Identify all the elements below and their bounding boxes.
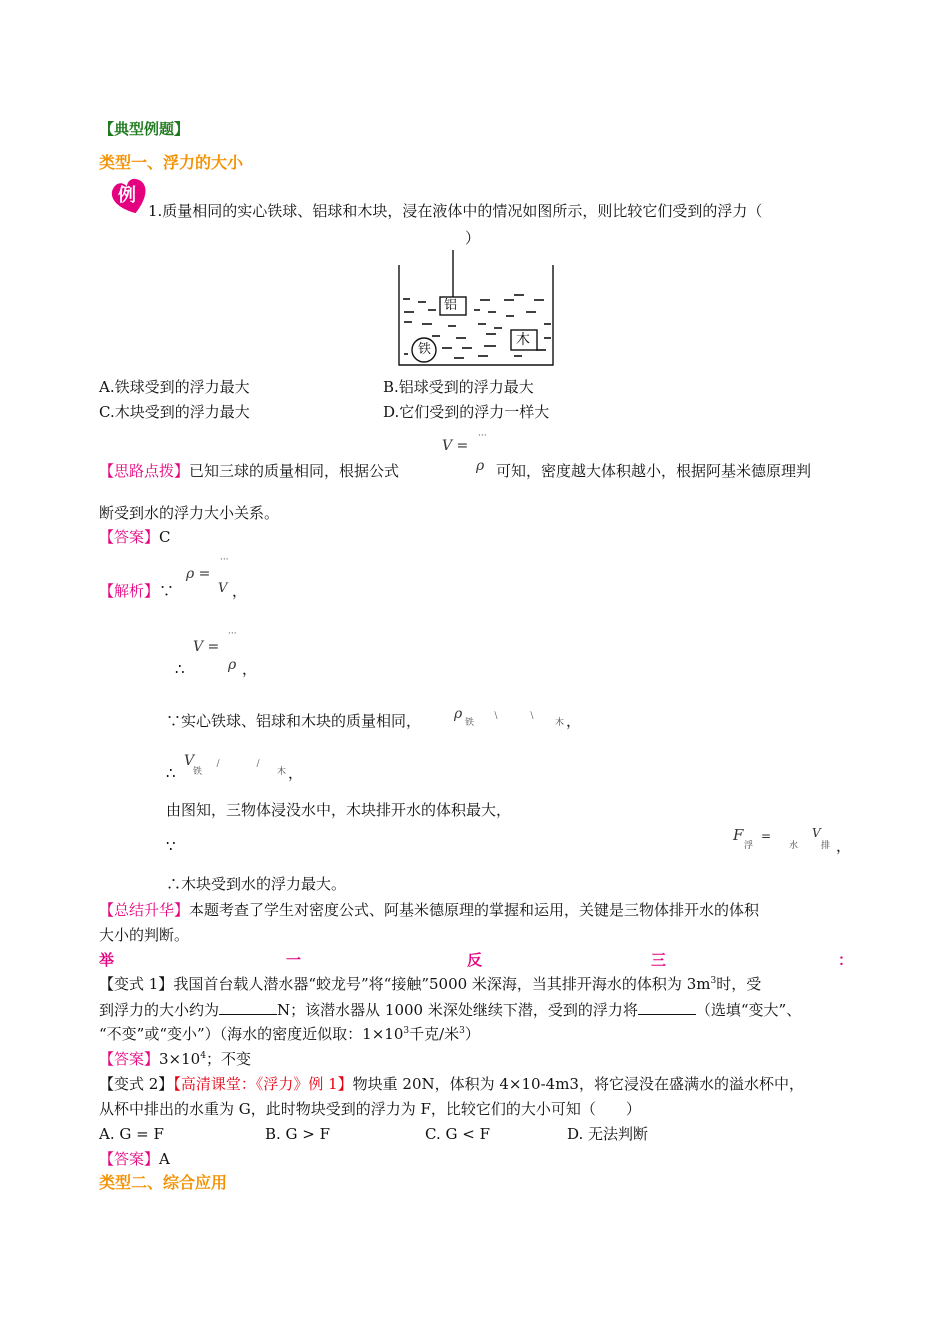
q1-option-d: D.它们受到的浮力一样大 <box>383 403 550 421</box>
variant2-link[interactable]: 【高清课堂：《浮力》例 1】 <box>173 1075 353 1093</box>
variant2-text-a: 物块重 20N，体积为 4×10-4m3，将它浸没在盛满水的溢水杯中， <box>352 1075 804 1093</box>
answer3-label: 【答案】 <box>99 1150 160 1168</box>
type1-title: 类型一、浮力的大小 <box>99 153 244 172</box>
answer2-value-b: ；不变 <box>205 1050 251 1068</box>
analysis-line-7: ∴木块受到水的浮力最大。 <box>166 875 347 893</box>
answer1-label: 【答案】 <box>99 528 160 546</box>
answer3-value: A <box>159 1150 170 1168</box>
q1-close-paren: ） <box>465 229 481 247</box>
analysis-rho-iron: ρ <box>454 706 463 722</box>
summary-text-a: 本题考查了学生对密度公式、阿基米德原理的掌握和运用，关键是三物体排开水的体积 <box>189 901 760 919</box>
analysis-lt-2: ﹨ <box>252 755 265 769</box>
analysis-sub-fu: 浮 <box>744 841 754 851</box>
variant1-sup-3: 3 <box>710 976 717 986</box>
q1-figure <box>396 250 556 368</box>
figure-label-wood: 木 <box>516 332 530 348</box>
analysis-v-eq: V = <box>193 639 220 655</box>
analysis-rho-sym: ρ <box>228 657 237 673</box>
q1-option-a: A.铁球受到的浮力最大 <box>99 378 250 396</box>
summary-label: 【总结升华】 <box>99 901 190 919</box>
hint-formula-v: V = <box>442 438 469 454</box>
variant1-text-c: “不变”或“变小”）（海水的密度近似取：1×10 <box>99 1025 404 1043</box>
figure-label-aluminum: 铝 <box>444 298 458 313</box>
analysis-line-1 <box>99 581 174 601</box>
variant2-text-b: 从杯中排出的水重为 G，此时物块受到的浮力为 F，比较它们的大小可知（ ） <box>99 1100 641 1118</box>
analysis-v-pai: V <box>812 826 821 840</box>
answer2-value-a: 3×10 <box>159 1050 201 1068</box>
section-title: 【典型例题】 <box>99 120 190 138</box>
analysis-v-sym: V <box>218 581 228 596</box>
variant1-label: 【变式 1】 <box>99 975 174 993</box>
analysis-comma-1: ， <box>232 582 248 600</box>
juyi-c1: 举 <box>99 951 115 969</box>
type2-title: 类型二、综合应用 <box>99 1173 228 1192</box>
analysis-f-sym: F <box>733 826 744 844</box>
analysis-sub-pai: 排 <box>821 841 831 851</box>
analysis-eq: = <box>761 829 772 843</box>
answer1-value: C <box>159 528 171 546</box>
q1-option-c: C.木块受到的浮力最大 <box>99 403 250 421</box>
variant2-option-a: A. G = F <box>99 1125 164 1143</box>
analysis-line-5: 由图知，三物体浸没水中，木块排开水的体积最大， <box>166 801 512 819</box>
figure-label-iron: 铁 <box>418 342 432 357</box>
variant2-option-d: D. 无法判断 <box>567 1125 649 1143</box>
analysis-dots-2: ··· <box>228 629 237 639</box>
variant1-text-a: 我国首台载人潜水器“蛟龙号”将“接触”5000 米深海，当其排开海水的体积为 3m <box>173 975 711 993</box>
analysis-lt-1: ﹨ <box>212 755 225 769</box>
variant2-label: 【变式 2】 <box>99 1075 174 1093</box>
answer2-label: 【答案】 <box>99 1050 160 1068</box>
hint-text-b: 可知，密度越大体积越小，根据阿基米德原理判 <box>496 462 812 480</box>
hint-formula-rho: ρ <box>476 458 485 474</box>
analysis-label: 【解析】 <box>99 582 160 600</box>
variant1-text-c-sup2: 3 <box>459 1026 465 1036</box>
variant1-text-c3: ） <box>464 1025 480 1043</box>
analysis-rho-eq: ρ = <box>186 566 211 582</box>
variant1-blank-2[interactable] <box>638 1000 696 1015</box>
analysis-dots-1: ··· <box>220 555 229 565</box>
hint-formula-dots: ··· <box>478 431 487 441</box>
answer1 <box>99 527 171 547</box>
analysis-gt-2: ﹨ <box>526 707 539 721</box>
analysis-because-2: ∵ <box>166 837 176 855</box>
summary-line-1 <box>99 900 759 920</box>
variant1-text-c2: 千克/米 <box>409 1025 460 1043</box>
analysis-comma-2: ， <box>242 660 258 678</box>
variant1-blank-1[interactable] <box>219 1000 277 1015</box>
example-badge <box>108 176 152 216</box>
variant2-line-1 <box>99 1074 804 1094</box>
variant2-option-b: B. G > F <box>265 1125 331 1143</box>
analysis-gt-1: ﹨ <box>490 707 503 721</box>
analysis-therefore-2: ∴ <box>166 764 176 782</box>
hint-text-a: 已知三球的质量相同，根据公式 <box>189 462 400 480</box>
hint-text-c: 断受到水的浮力大小关系。 <box>99 504 280 522</box>
answer2 <box>99 1049 251 1069</box>
answer2-value-sup: 4 <box>200 1051 206 1061</box>
analysis-sub-iron-2: 铁 <box>193 767 203 777</box>
analysis-comma-5: ， <box>836 837 852 855</box>
answer3 <box>99 1149 170 1169</box>
variant1-text-a2: 时，受 <box>716 975 762 993</box>
analysis-comma-4: ， <box>288 764 304 782</box>
analysis-sub-water: 水 <box>789 841 799 851</box>
hint-label: 【思路点拨】 <box>99 462 190 480</box>
analysis-sub-wood-2: 木 <box>277 767 287 777</box>
example-badge-label: 例 <box>118 185 136 206</box>
variant1-line-2 <box>99 1000 801 1020</box>
analysis-sub-wood-1: 木 <box>555 718 565 728</box>
variant1-text-b2: N；该潜水器从 1000 米深处继续下潜，受到的浮力将 <box>277 1001 638 1019</box>
hint-line-1 <box>99 461 399 481</box>
juyi-c3: 反 <box>467 951 483 969</box>
variant1-line-1 <box>99 974 761 994</box>
q1-text: 1.质量相同的实心铁球、铝球和木块，浸在液体中的情况如图所示，则比较它们受到的浮力（ <box>148 202 763 220</box>
variant1-text-b1: 到浮力的大小约为 <box>99 1001 220 1019</box>
analysis-therefore-1: ∴ <box>175 660 185 678</box>
juyi-c5: ： <box>838 951 854 969</box>
analysis-line-3: ∵实心铁球、铝球和木块的质量相同， <box>166 712 422 730</box>
variant1-line-3 <box>99 1024 480 1044</box>
juyi-c4: 三 <box>651 951 667 969</box>
variant2-option-c: C. G < F <box>425 1125 490 1143</box>
juyi-c2: 一 <box>286 951 302 969</box>
variant1-text-c-sup: 3 <box>403 1026 410 1036</box>
q1-option-b: B.铝球受到的浮力最大 <box>383 378 534 396</box>
analysis-v-iron: V <box>184 753 195 769</box>
analysis-because-1: ∵ <box>159 582 175 600</box>
analysis-comma-3: ， <box>566 712 582 730</box>
analysis-sub-iron-1: 铁 <box>465 718 475 728</box>
summary-text-b: 大小的判断。 <box>99 926 190 944</box>
variant1-text-b3: （选填“变大”、 <box>695 1001 802 1019</box>
